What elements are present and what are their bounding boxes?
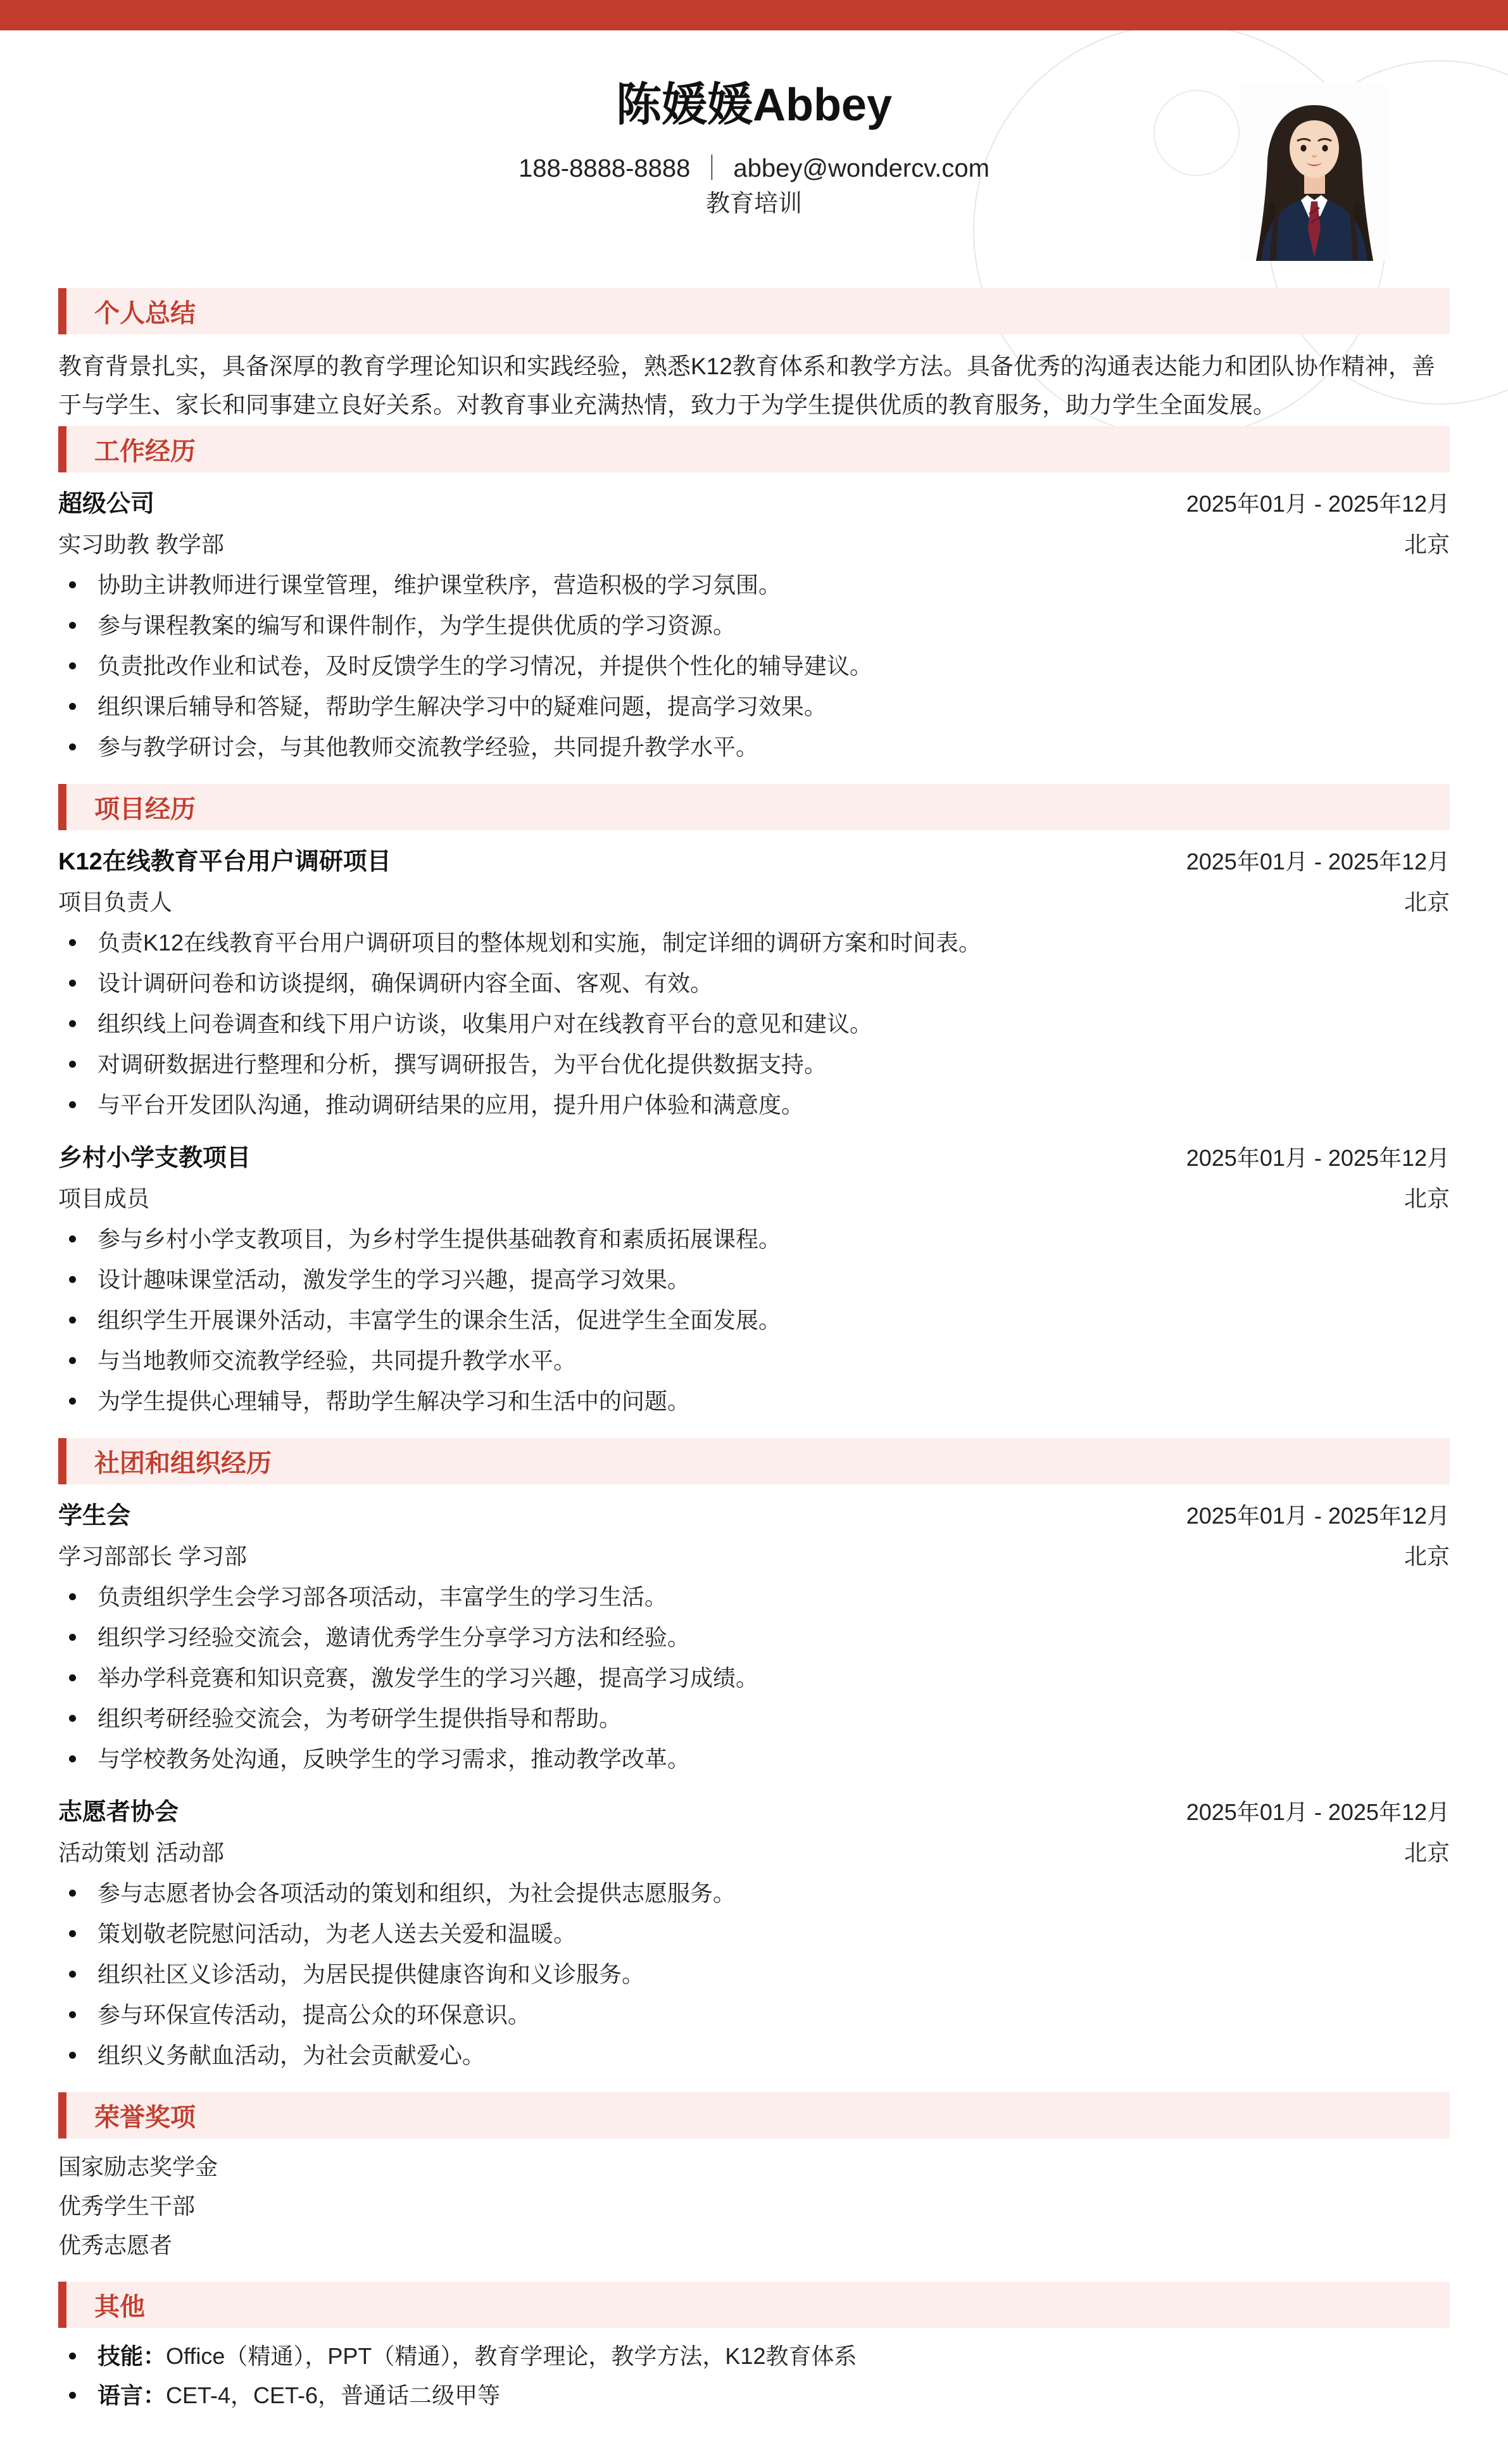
target-field: 教育培训 [705, 191, 802, 217]
section-accent-bar [58, 426, 66, 472]
bullet-item [58, 727, 1450, 768]
bullet-text: 参与乡村小学支教项目，为乡村学生提供基础教育和素质拓展课程。 [97, 1226, 782, 1252]
bullet-item [58, 1698, 1450, 1739]
bullet-dot [69, 622, 76, 629]
section-header-honors [58, 2092, 1450, 2139]
other-item [58, 2376, 1450, 2415]
other-text [97, 2376, 1450, 2415]
section-title-work: 工作经历 [94, 438, 196, 465]
bullet-dot [69, 1971, 76, 1978]
bullet-item [58, 1300, 1450, 1341]
bullet-dot [69, 1398, 76, 1405]
bullet-text: 举办学科竞赛和知识竞赛，激发学生的学习兴趣，提高学习成绩。 [97, 1665, 759, 1691]
bullet-dot [69, 1755, 76, 1762]
project-role: 项目成员 [58, 1185, 150, 1211]
section-title-organizations: 社团和组织经历 [94, 1450, 272, 1477]
bullet-item [58, 1219, 1450, 1260]
bullet-item [58, 1658, 1450, 1698]
date-range: 2025年01月 - 2025年12月 [1186, 1503, 1450, 1529]
bullet-text: 组织线上问卷调查和线下用户访谈，收集用户对在线教育平台的意见和建议。 [97, 1011, 873, 1037]
bullet-dot [69, 2392, 76, 2399]
bullet-item [58, 1341, 1450, 1381]
bullet-dot [69, 2011, 76, 2018]
honor-item: 国家励志奖学金 [58, 2154, 218, 2180]
section-title-projects: 项目经历 [94, 795, 196, 823]
entry-role-row [58, 882, 1450, 923]
section-title-other: 其他 [94, 2293, 145, 2321]
entry-role-row [58, 1178, 1450, 1219]
location: 北京 [1404, 889, 1450, 915]
skill-label: 技能： [97, 2343, 167, 2369]
bullet-dot [69, 1061, 76, 1068]
bullet-item [58, 1914, 1450, 1954]
entry-header-row [58, 842, 1450, 882]
summary-text: 教育背景扎实，具备深厚的教育学理论知识和实践经验，熟悉K12教育体系和教学方法。具备优秀的沟通表达能力和团队协作精神，善于与学生、家长和同事建立良好关系。对教育事业充满热情，致力于为学生提供优质的教育服务，助力学生全面发展。 [58, 353, 1435, 418]
bullet-item [58, 1044, 1450, 1085]
bullet-text: 与学校教务处沟通，反映学生的学习需求，推动教学改革。 [97, 1746, 691, 1772]
other-text [97, 2337, 1450, 2376]
section-accent-bar [58, 2282, 66, 2328]
entry-role-row [58, 1536, 1450, 1577]
other-item [58, 2337, 1450, 2376]
bullet-dot [69, 1357, 76, 1364]
bullet-dot [69, 1715, 76, 1722]
bullet-list [58, 1219, 1450, 1422]
bullet-item [58, 1617, 1450, 1658]
section-accent-bar [58, 1438, 66, 1484]
bullet-dot [69, 1235, 76, 1242]
bullet-list [58, 923, 1450, 1125]
organization-role: 活动策划 活动部 [58, 1840, 225, 1866]
entry-header-row [58, 1138, 1450, 1178]
section-header-summary [58, 288, 1450, 334]
bullet-item [58, 565, 1450, 605]
other-list [58, 2337, 1450, 2415]
date-range: 2025年01月 - 2025年12月 [1186, 491, 1450, 517]
bullet-item [58, 1004, 1450, 1044]
bullet-item [58, 1995, 1450, 2035]
bullet-text: 为学生提供心理辅导，帮助学生解决学习和生活中的问题。 [97, 1388, 691, 1414]
bullet-list [58, 565, 1450, 768]
entry-header-row [58, 1792, 1450, 1833]
bullet-item [58, 686, 1450, 727]
bullet-item [58, 2035, 1450, 2076]
location: 北京 [1404, 531, 1450, 557]
entry-header-row [58, 1496, 1450, 1536]
bullet-dot [69, 939, 76, 946]
company-name: 超级公司 [58, 491, 155, 517]
bullet-item [58, 1954, 1450, 1995]
bullet-text: 设计趣味课堂活动，激发学生的学习兴趣，提高学习效果。 [97, 1267, 691, 1292]
organization-name: 学生会 [58, 1503, 131, 1529]
bullet-item [58, 1085, 1450, 1125]
bullet-item [58, 1577, 1450, 1617]
bullet-list [58, 1873, 1450, 2076]
top-accent-bar [0, 0, 1508, 30]
resume-content [58, 30, 1450, 2415]
bullet-item [58, 605, 1450, 646]
bullet-dot [69, 1930, 76, 1937]
project-role: 项目负责人 [58, 889, 173, 915]
bullet-text: 负责K12在线教育平台用户调研项目的整体规划和实施，制定详细的调研方案和时间表。 [97, 930, 982, 956]
date-range: 2025年01月 - 2025年12月 [1186, 849, 1450, 875]
bullet-text: 策划敬老院慰问活动，为老人送去关爱和温暖。 [97, 1921, 577, 1947]
bullet-dot [69, 1317, 76, 1324]
bullet-text: 设计调研问卷和访谈提纲，确保调研内容全面、客观、有效。 [97, 970, 713, 996]
bullet-item [58, 1381, 1450, 1422]
honor-item: 优秀学生干部 [58, 2193, 196, 2219]
project-entry [58, 1138, 1450, 1422]
bullet-text: 负责批改作业和试卷，及时反馈学生的学习情况，并提供个性化的辅导建议。 [97, 653, 873, 679]
bullet-dot [69, 1593, 76, 1600]
bullet-text: 参与教学研讨会，与其他教师交流教学经验，共同提升教学水平。 [97, 734, 759, 760]
section-header-organizations [58, 1438, 1450, 1484]
bullet-text: 组织考研经验交流会，为考研学生提供指导和帮助。 [97, 1705, 622, 1731]
project-name: K12在线教育平台用户调研项目 [58, 849, 391, 875]
section-title-summary: 个人总结 [94, 300, 196, 327]
contact-separator: ｜ [699, 155, 725, 182]
job-title: 实习助教 教学部 [58, 531, 225, 557]
bullet-dot [69, 743, 76, 750]
bullet-text: 对调研数据进行整理和分析，撰写调研报告，为平台优化提供数据支持。 [97, 1051, 827, 1077]
bullet-dot [69, 1101, 76, 1108]
organization-entry [58, 1496, 1450, 1779]
bullet-dot [69, 581, 76, 588]
bullet-list [58, 1577, 1450, 1779]
location: 北京 [1404, 1185, 1450, 1211]
section-accent-bar [58, 2092, 66, 2139]
location: 北京 [1404, 1840, 1450, 1866]
work-entry [58, 484, 1450, 768]
skill-value: Office（精通），PPT（精通），教育学理论，教学方法，K12教育体系 [166, 2343, 857, 2369]
email-address: abbey@wondercv.com [733, 155, 990, 182]
entry-role-row [58, 1833, 1450, 1873]
language-value: CET-4，CET-6，普通话二级甲等 [166, 2382, 501, 2408]
bullet-text: 与平台开发团队沟通，推动调研结果的应用，提升用户体验和满意度。 [97, 1092, 805, 1118]
project-name: 乡村小学支教项目 [58, 1145, 251, 1172]
phone-number: 188-8888-8888 [518, 155, 691, 182]
bullet-dot [69, 2353, 76, 2360]
bullet-item [58, 1739, 1450, 1779]
project-entry [58, 842, 1450, 1125]
date-range: 2025年01月 - 2025年12月 [1186, 1145, 1450, 1171]
bullet-dot [69, 1634, 76, 1641]
entry-role-row [58, 524, 1450, 565]
bullet-dot [69, 2052, 76, 2059]
bullet-item [58, 923, 1450, 963]
organization-role: 学习部部长 学习部 [58, 1543, 248, 1569]
bullet-text: 参与课程教案的编写和课件制作，为学生提供优质的学习资源。 [97, 612, 736, 638]
bullet-text: 组织社区义诊活动，为居民提供健康咨询和义诊服务。 [97, 1961, 645, 1987]
entry-header-row [58, 484, 1450, 524]
language-label: 语言： [97, 2382, 167, 2408]
profile-photo [1240, 82, 1390, 261]
bullet-dot [69, 980, 76, 987]
bullet-text: 参与环保宣传活动，提高公众的环保意识。 [97, 2002, 531, 2028]
section-accent-bar [58, 288, 66, 334]
bullet-text: 负责组织学生会学习部各项活动，丰富学生的学习生活。 [97, 1584, 668, 1610]
bullet-text: 与当地教师交流教学经验，共同提升教学水平。 [97, 1348, 577, 1374]
bullet-dot [69, 1276, 76, 1283]
bullet-dot [69, 662, 76, 669]
organization-name: 志愿者协会 [58, 1799, 179, 1826]
bullet-item [58, 646, 1450, 686]
bullet-dot [69, 1020, 76, 1027]
section-accent-bar [58, 784, 66, 830]
section-header-other [58, 2282, 1450, 2328]
honors-list [58, 2147, 1450, 2265]
bullet-text: 参与志愿者协会各项活动的策划和组织，为社会提供志愿服务。 [97, 1880, 736, 1906]
section-header-work [58, 426, 1450, 472]
section-header-projects [58, 784, 1450, 830]
date-range: 2025年01月 - 2025年12月 [1186, 1799, 1450, 1825]
bullet-dot [69, 1674, 76, 1681]
candidate-name: 陈媛媛Abbey [615, 80, 893, 130]
bullet-dot [69, 1890, 76, 1897]
organization-entry [58, 1792, 1450, 2076]
location: 北京 [1404, 1543, 1450, 1569]
bullet-item [58, 1260, 1450, 1300]
section-title-honors: 荣誉奖项 [94, 2104, 196, 2132]
bullet-text: 组织义务献血活动，为社会贡献爱心。 [97, 2042, 486, 2068]
bullet-item [58, 1873, 1450, 1914]
bullet-text: 组织学习经验交流会，邀请优秀学生分享学习方法和经验。 [97, 1624, 691, 1650]
bullet-text: 协助主讲教师进行课堂管理，维护课堂秩序，营造积极的学习氛围。 [97, 572, 782, 598]
bullet-text: 组织课后辅导和答疑，帮助学生解决学习中的疑难问题，提高学习效果。 [97, 693, 827, 719]
bullet-text: 组织学生开展课外活动，丰富学生的课余生活，促进学生全面发展。 [97, 1307, 782, 1333]
honor-item: 优秀志愿者 [58, 2232, 173, 2258]
bullet-dot [69, 703, 76, 710]
bullet-item [58, 963, 1450, 1004]
